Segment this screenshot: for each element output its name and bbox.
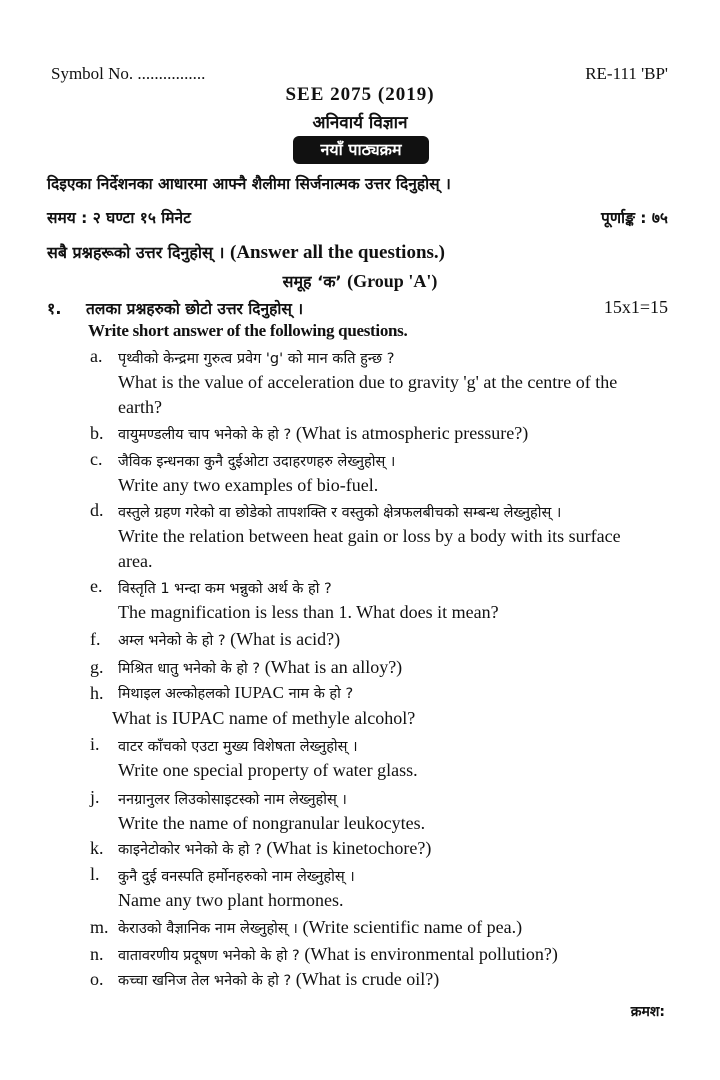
item-a-en-line2: earth? bbox=[118, 397, 162, 417]
item-label-e: e. bbox=[90, 576, 103, 596]
item-l-np: कुनै दुई वनस्पति हर्मोनहरुको नाम लेख्नुहोस् । bbox=[118, 869, 355, 885]
symbol-number: Symbol No. ................ bbox=[51, 64, 206, 83]
item-b-text bbox=[118, 423, 528, 444]
time-allowed: समय : २ घण्टा १५ मिनेट bbox=[47, 209, 191, 227]
item-m-text bbox=[118, 917, 522, 938]
item-label-k: k. bbox=[90, 838, 104, 858]
item-label-o: o. bbox=[90, 969, 104, 989]
item-k-text bbox=[118, 838, 431, 859]
item-b-np: वायुमण्डलीय चाप भनेको के हो ? bbox=[118, 427, 296, 443]
item-n-np: वातावरणीय प्रदूषण भनेको के हो ? bbox=[118, 948, 305, 964]
answer-all-instruction bbox=[47, 241, 445, 264]
question-number: १. bbox=[47, 299, 62, 318]
item-k-en: (What is kinetochore?) bbox=[266, 838, 432, 858]
item-d-np: वस्तुले ग्रहण गरेको वा छोडेको तापशक्ति र वस्तुको क्षेत्रफलबीचको सम्बन्ध लेख्नुहोस् । bbox=[118, 505, 562, 521]
item-label-g: g. bbox=[90, 657, 104, 677]
item-o-np: कच्चा खनिज तेल भनेको के हो ? bbox=[118, 973, 296, 989]
item-m-en: (Write scientific name of pea.) bbox=[302, 917, 523, 937]
item-i-np: वाटर काँचको एउटा मुख्य विशेषता लेख्नुहोस् । bbox=[118, 739, 358, 755]
item-label-i: i. bbox=[90, 734, 100, 754]
item-label-h: h. bbox=[90, 683, 104, 703]
item-f-text bbox=[118, 629, 340, 650]
item-j-np: ननग्रानुलर लिउकोसाइटस्को नाम लेख्नुहोस् । bbox=[118, 792, 347, 808]
group-en: (Group 'A') bbox=[347, 271, 438, 291]
item-h-en: What is IUPAC name of methyle alcohol? bbox=[112, 708, 416, 728]
item-label-j: j. bbox=[90, 787, 100, 807]
item-c-np: जैविक इन्धनका कुनै दुईओटा उदाहरणहरु लेख्नुहोस् । bbox=[118, 454, 396, 470]
item-label-d: d. bbox=[90, 500, 104, 520]
item-g-np: मिश्रित धातु भनेको के हो ? bbox=[118, 661, 265, 677]
item-a-en-line1: What is the value of acceleration due to gravity 'g' at the centre of the bbox=[118, 372, 618, 392]
item-k-np: काइनेटोकोर भनेको के हो ? bbox=[118, 842, 267, 858]
item-f-np: अम्ल भनेको के हो ? bbox=[118, 633, 231, 649]
continued-marker: क्रमश: bbox=[630, 1004, 665, 1020]
group-heading bbox=[0, 270, 720, 292]
item-label-b: b. bbox=[90, 423, 104, 443]
answer-all-np: सबै प्रश्नहरूको उत्तर दिनुहोस् । bbox=[47, 243, 230, 262]
item-o-en: (What is crude oil?) bbox=[295, 969, 440, 989]
item-g-en: (What is an alloy?) bbox=[264, 657, 403, 677]
item-n-en: (What is environmental pollution?) bbox=[304, 944, 558, 964]
item-h-np-c: नाम के हो ? bbox=[284, 686, 354, 702]
item-f-en: (What is acid?) bbox=[230, 629, 341, 649]
general-instruction: दिइएका निर्देशनका आधारमा आफ्नै शैलीमा सिर्जनात्मक उत्तर दिनुहोस् । bbox=[47, 175, 451, 193]
full-marks: पूर्णाङ्क : ७५ bbox=[601, 209, 668, 227]
item-c-en: Write any two examples of bio-fuel. bbox=[118, 475, 379, 495]
paper-code: RE-111 'BP' bbox=[585, 64, 668, 83]
item-label-m: m. bbox=[90, 917, 109, 937]
item-j-en: Write the name of nongranular leukocytes. bbox=[118, 813, 426, 833]
question-marks: 15x1=15 bbox=[603, 297, 668, 317]
question-heading-en: Write short answer of the following questions. bbox=[88, 321, 408, 340]
item-a-np: पृथ्वीको केन्द्रमा गुरुत्व प्रवेग 'g' को मान कति हुन्छ ? bbox=[118, 351, 395, 367]
question-heading-np: तलका प्रश्नहरुको छोटो उत्तर दिनुहोस् । bbox=[86, 300, 304, 318]
item-label-a: a. bbox=[90, 346, 103, 366]
item-d-en-line2: area. bbox=[118, 551, 153, 571]
item-h-np-a: मिथाइल अल्कोहलको bbox=[118, 686, 235, 702]
item-d-en-line1: Write the relation between heat gain or loss by a body with its surface bbox=[118, 526, 621, 546]
item-i-en: Write one special property of water glass. bbox=[118, 760, 418, 780]
item-m-np: केराउको वैज्ञानिक नाम लेख्नुहोस् । bbox=[118, 921, 303, 937]
item-label-n: n. bbox=[90, 944, 104, 964]
item-e-en: The magnification is less than 1. What does it mean? bbox=[118, 602, 499, 622]
item-e-np: विस्तृति 1 भन्दा कम भन्नुको अर्थ के हो ? bbox=[118, 581, 332, 597]
item-g-text bbox=[118, 657, 402, 678]
item-label-c: c. bbox=[90, 449, 103, 469]
item-b-en: (What is atmospheric pressure?) bbox=[295, 423, 529, 443]
item-label-f: f. bbox=[90, 629, 101, 649]
subject-title: अनिवार्य विज्ञान bbox=[312, 113, 408, 133]
item-h-np-iupac: IUPAC bbox=[234, 683, 284, 702]
item-label-l: l. bbox=[90, 864, 100, 884]
curriculum-badge: नयाँ पाठ्यक्रम bbox=[293, 136, 429, 164]
item-o-text bbox=[118, 969, 439, 990]
exam-title: SEE 2075 (2019) bbox=[285, 84, 435, 105]
answer-all-en: (Answer all the questions.) bbox=[230, 242, 445, 263]
group-np: समूह ‘क’ bbox=[282, 272, 348, 291]
item-n-text bbox=[118, 944, 558, 965]
item-l-en: Name any two plant hormones. bbox=[118, 890, 344, 910]
item-h-np bbox=[118, 683, 353, 703]
